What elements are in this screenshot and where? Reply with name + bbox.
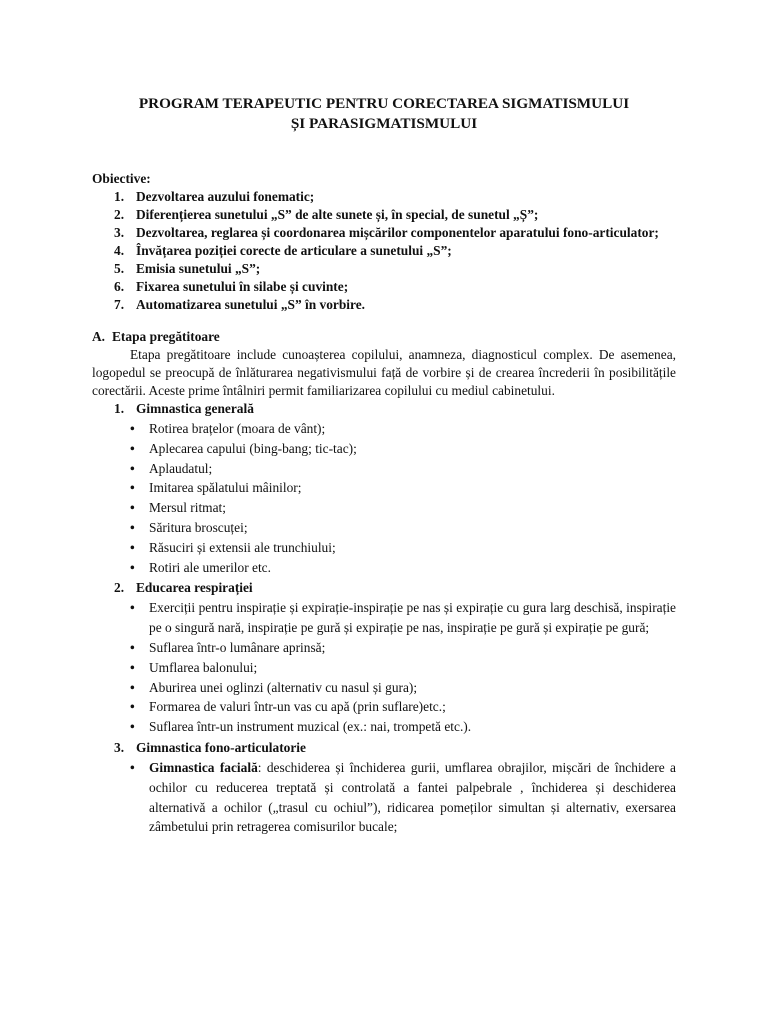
bullet-icon: •	[130, 659, 135, 675]
list-item-text: Rotirea brațelor (moara de vânt);	[149, 421, 326, 436]
breathing-list	[92, 598, 676, 737]
objective-number: 5.	[114, 261, 125, 276]
objective-item	[92, 242, 676, 260]
objective-item	[92, 296, 676, 314]
bullet-icon: •	[130, 500, 135, 516]
objective-number: 7.	[114, 297, 125, 312]
list-item-text: Răsuciri și extensii ale trunchiului;	[149, 539, 336, 555]
list-item	[92, 478, 676, 498]
bullet-icon: •	[130, 539, 135, 555]
subsection-title: Gimnastica fono-articulatorie	[136, 739, 306, 755]
bullet-icon: •	[130, 679, 135, 695]
list-item	[92, 598, 676, 638]
objective-number: 1.	[114, 189, 125, 204]
objective-number: 4.	[114, 243, 125, 258]
list-item	[92, 697, 676, 717]
list-item-text: Formarea de valuri într-un vas cu apă (prin suflare)etc.;	[149, 699, 446, 715]
list-item-text: Săritura broscuței;	[149, 519, 248, 535]
list-item	[92, 419, 676, 439]
objective-text: Automatizarea sunetului „S” în vorbire.	[136, 297, 366, 312]
list-item	[92, 717, 676, 737]
list-item	[92, 678, 676, 698]
list-item	[92, 758, 676, 837]
bullet-icon: •	[130, 559, 135, 575]
title-line-2: ȘI PARASIGMATISMULUI	[290, 115, 478, 132]
list-item	[92, 439, 676, 459]
section-a-intro: Etapa pregătitoare include cunoașterea copilului, anamneza, diagnosticul complex. De asemenea, logopedul se preocupă de înlăturarea negativismului față de vorbire și de crearea încrederii în posibilitățile corectării. Aceste prime întâlniri permit familiarizarea copilului cu mediul cabinetului.	[92, 347, 676, 398]
list-item-text: Aplecarea capului (bing-bang; tic-tac);	[149, 440, 357, 456]
bullet-icon: •	[130, 421, 135, 436]
list-item	[92, 558, 676, 578]
objective-number: 2.	[114, 207, 125, 222]
objectives-list	[92, 188, 676, 314]
objective-text: Fixarea sunetului în silabe și cuvinte;	[136, 279, 349, 294]
subsection-heading-breathing	[92, 579, 676, 597]
phono-articulatory-list	[92, 758, 676, 837]
objectives-heading: Obiective:	[92, 171, 151, 186]
list-item-text: Aburirea unei oglinzi (alternativ cu nasul și gura);	[149, 679, 418, 695]
list-item	[92, 658, 676, 678]
objective-text: Dezvoltarea, reglarea și coordonarea mișcărilor componentelor aparatului fono-articulator;	[136, 225, 659, 240]
list-item	[92, 459, 676, 479]
bullet-icon: •	[130, 639, 135, 655]
subsection-title: Educarea respirației	[136, 580, 253, 596]
list-item-text: Rotiri ale umerilor etc.	[149, 559, 271, 575]
bullet-icon: •	[130, 600, 135, 616]
list-item	[92, 498, 676, 518]
subsection-heading-phono-articulatory	[92, 739, 676, 757]
objective-text: Diferențierea sunetului „S” de alte sunete și, în special, de sunetul „Ș”;	[136, 207, 539, 222]
subsection-number: 1.	[114, 401, 125, 416]
list-item-text: Aplaudatul;	[149, 460, 213, 476]
title-line-1: PROGRAM TERAPEUTIC PENTRU CORECTAREA SIGMATISMULUI	[138, 95, 630, 112]
objective-item	[92, 224, 676, 242]
objective-number: 6.	[114, 279, 125, 294]
list-item-text: : deschiderea și închiderea gurii, umflarea obrajilor, mișcări de închidere a ochilor cu reducerea treptată și controlată a fantei palpebrale , închiderea și deschiderea alternativă a ochilor („trasul cu ochiul”), ridicarea pomeților simultan și alternativ, exersarea zâmbetului prin retragerea comisurilor bucale;	[149, 759, 676, 835]
list-item-text: Suflarea într-o lumânare aprinsă;	[149, 639, 326, 655]
section-a-heading	[92, 328, 676, 346]
list-item-text: Umflarea balonului;	[149, 659, 258, 675]
subsection-number: 2.	[114, 580, 125, 596]
subsection-heading-general-gymnastics	[92, 400, 676, 418]
bullet-icon: •	[130, 519, 135, 535]
objective-text: Dezvoltarea auzului fonematic;	[136, 189, 315, 204]
objective-item	[92, 278, 676, 296]
bullet-icon: •	[130, 480, 135, 496]
list-item	[92, 518, 676, 538]
objective-text: Învățarea poziției corecte de articulare a sunetului „S”;	[136, 243, 452, 258]
list-item-term: Gimnastica facială	[149, 759, 258, 775]
section-letter: A.	[92, 329, 106, 344]
bullet-icon: •	[130, 699, 135, 715]
list-item	[92, 638, 676, 658]
document-title	[92, 94, 676, 134]
list-item-text: Imitarea spălatului mâinilor;	[149, 480, 302, 496]
objective-item	[92, 206, 676, 224]
list-item-text: Mersul ritmat;	[149, 500, 226, 516]
bullet-icon: •	[130, 719, 135, 735]
bullet-icon: •	[130, 460, 135, 476]
objective-item	[92, 260, 676, 278]
bullet-icon: •	[130, 440, 135, 456]
objective-item	[92, 188, 676, 206]
bullet-icon: •	[130, 759, 135, 775]
subsection-title: Gimnastica generală	[136, 401, 254, 416]
list-item-text: Suflarea într-un instrument muzical (ex.: nai, trompetă etc.).	[149, 719, 472, 735]
objective-number: 3.	[114, 225, 125, 240]
list-item-text: Exerciții pentru inspirație și expirație-inspirație pe nas și expirație cu gura larg deschisă, inspirație pe o singură nară, inspirație pe gură și expirație pe nas, inspirație pe gură și expirație pe gură;	[149, 600, 676, 636]
section-title: Etapa pregătitoare	[112, 329, 220, 344]
subsection-number: 3.	[114, 739, 125, 755]
general-gymnastics-list	[92, 419, 676, 577]
list-item	[92, 538, 676, 558]
objective-text: Emisia sunetului „S”;	[136, 261, 261, 276]
